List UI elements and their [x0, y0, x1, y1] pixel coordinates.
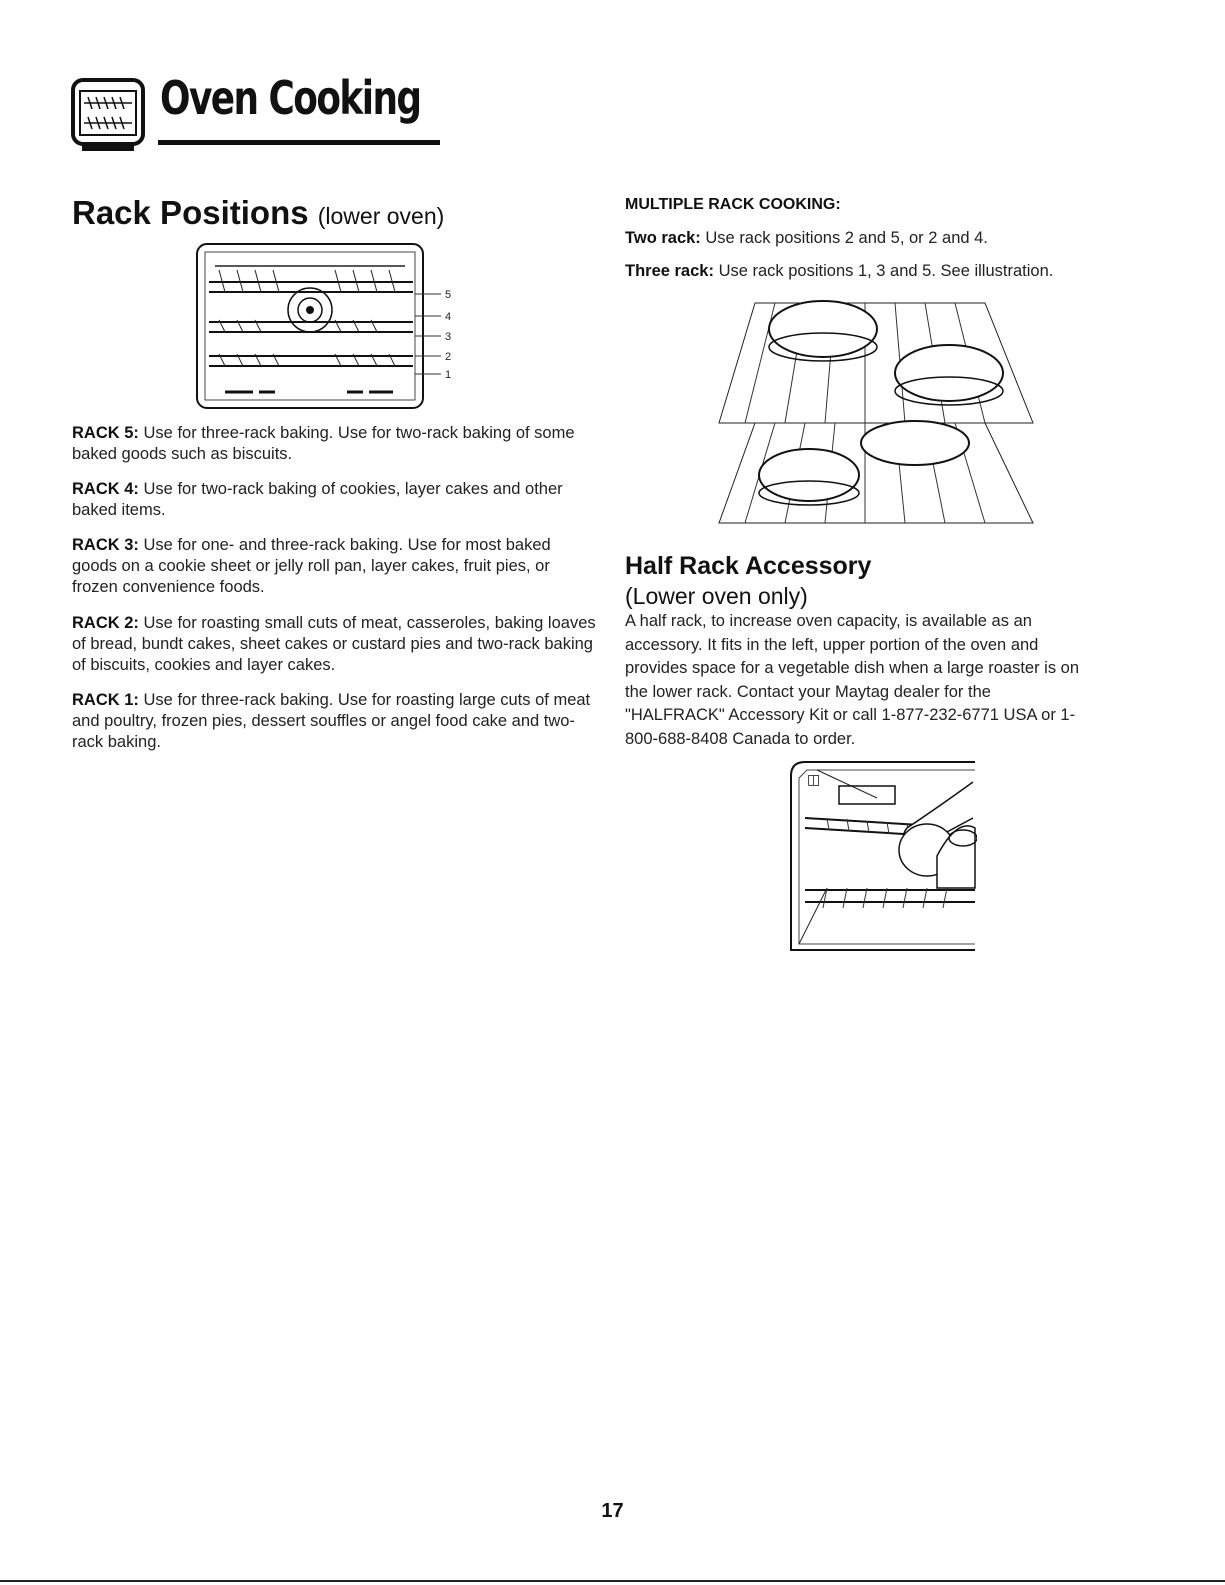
rack-positions-subtitle: (lower oven)	[317, 203, 445, 229]
page-title: Oven Cooking	[160, 71, 421, 125]
rack-positions-title: Rack Positions	[72, 194, 309, 231]
rack-4-label: RACK 4:	[72, 480, 139, 498]
rack-5-text: Use for three-rack baking. Use for two-rack baking of some baked goods such as biscuits.	[72, 424, 575, 463]
half-rack-illustration	[787, 758, 977, 954]
half-rack-subheading: (Lower oven only)	[625, 583, 808, 609]
oven-icon	[70, 77, 148, 153]
rack-label-1: 1	[445, 369, 452, 381]
two-rack-label: Two rack:	[625, 229, 701, 247]
half-rack-heading: Half Rack Accessory	[625, 552, 872, 580]
three-rack-label: Three rack:	[625, 262, 714, 280]
rack-1-label: RACK 1:	[72, 691, 139, 709]
rack-2-description	[72, 613, 597, 676]
multiple-rack-heading: MULTIPLE RACK COOKING:	[625, 196, 841, 213]
title-underline	[158, 140, 440, 145]
rack-1-description	[72, 690, 597, 753]
rack-4-description	[72, 479, 597, 521]
rack-1-text: Use for three-rack baking. Use for roasting large cuts of meat and poultry, frozen pies, dessert souffles or angel food cake and two-rack baking.	[72, 691, 591, 751]
three-rack-text: Use rack positions 1, 3 and 5. See illustration.	[718, 262, 1054, 280]
rack-label-2: 2	[445, 351, 452, 363]
rack-4-text: Use for two-rack baking of cookies, layer cakes and other baked items.	[72, 480, 563, 519]
rack-3-label: RACK 3:	[72, 536, 139, 554]
rack-5-description	[72, 423, 597, 465]
two-rack-text: Use rack positions 2 and 5, or 2 and 4.	[705, 229, 988, 247]
svg-text:◫: ◫	[807, 771, 821, 787]
rack-2-label: RACK 2:	[72, 614, 139, 632]
rack-positions-heading	[72, 193, 444, 236]
three-rack-illustration	[715, 295, 1035, 527]
page-number: 17	[601, 1500, 624, 1522]
rack-5-label: RACK 5:	[72, 424, 139, 442]
footer-rule	[0, 1580, 1225, 1582]
rack-3-description	[72, 535, 597, 598]
half-rack-description: A half rack, to increase oven capacity, is available as an accessory. It fits in the left, upper portion of the oven and provides space for a vegetable dish when a large roaster is on the lower rack. Contact your Maytag dealer for the "HALFRACK" Accessory Kit or call 1-877-232-6771 USA or 1-800-688-8408 Canada to order.	[625, 612, 1080, 748]
rack-label-4: 4	[445, 311, 452, 323]
rack-label-3: 3	[445, 331, 452, 343]
rack-positions-diagram	[195, 240, 465, 412]
two-rack-description	[625, 228, 1125, 249]
rack-label-5: 5	[445, 289, 452, 301]
rack-3-text: Use for one- and three-rack baking. Use for most baked goods on a cookie sheet or jelly roll pan, layer cakes, fruit pies, or frozen convenience foods.	[72, 536, 551, 596]
rack-2-text: Use for roasting small cuts of meat, casseroles, baking loaves of bread, bundt cakes, sheet cakes or custard pies and two-rack baking of biscuits, cookies and layer cakes.	[72, 614, 596, 674]
three-rack-description	[625, 261, 1125, 282]
